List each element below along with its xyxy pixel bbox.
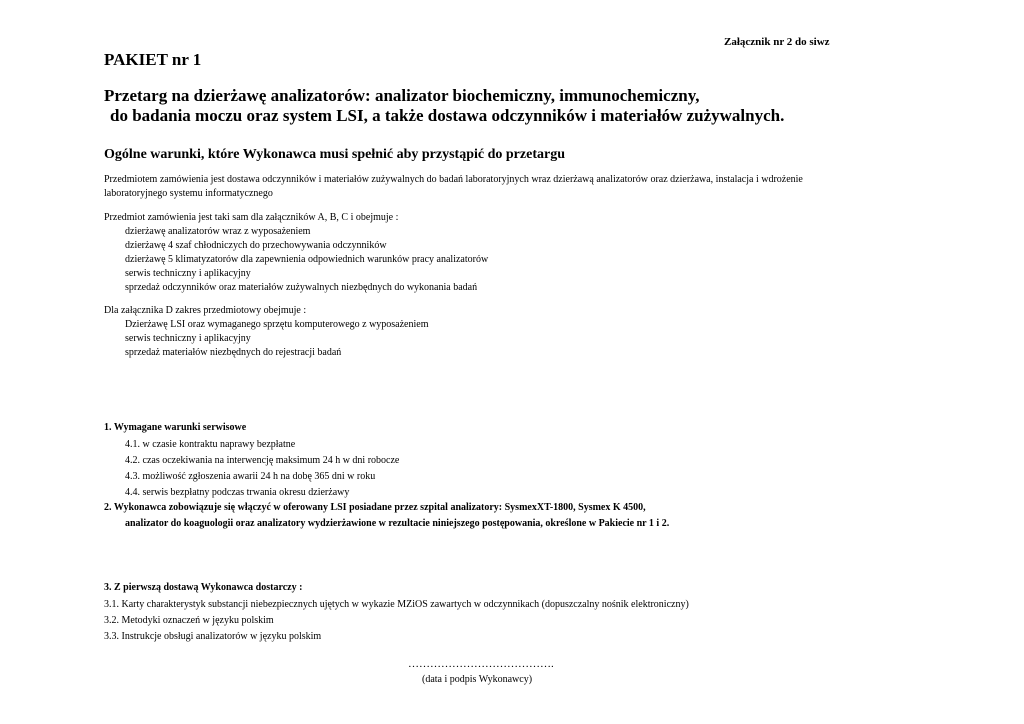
subject-line-2: laboratoryjnego systemu informatycznego — [104, 188, 273, 199]
list-item: 4.1. w czasie kontraktu naprawy bezpłatne — [125, 439, 296, 450]
service-list — [125, 437, 399, 501]
tender-title-line1: Przetarg na dzierżawę analizatorów: analizator biochemiczny, immunochemiczny, — [104, 86, 700, 105]
delivery-list — [104, 597, 689, 645]
d-scope — [104, 304, 429, 360]
list-item: dzierżawę analizatorów wraz z wyposażeniem — [125, 226, 311, 237]
d-intro: Dla załącznika D zakres przedmiotowy obejmuje : — [104, 305, 307, 316]
list-item: sprzedaż odczynników oraz materiałów zużywalnych niezbędnych do wykonania badań — [125, 282, 478, 293]
list-item: 4.2. czas oczekiwania na interwencję maksimum 24 h w dni robocze — [125, 455, 400, 466]
service-heading: 1. Wymagane warunki serwisowe — [104, 422, 247, 433]
list-item: Dzierżawę LSI oraz wymaganego sprzętu komputerowego z wyposażeniem — [125, 319, 429, 330]
list-item: serwis techniczny i aplikacyjny — [125, 268, 251, 279]
signature-caption: (data i podpis Wykonawcy) — [422, 674, 533, 685]
list-item: dzierżawę 4 szaf chłodniczych do przechowywania odczynników — [125, 240, 387, 251]
list-item: dzierżawę 5 klimatyzatorów dla zapewnienia odpowiednich warunków pracy analizatorów — [125, 254, 489, 265]
list-item: 3.1. Karty charakterystyk substancji niebezpiecznych ujętych w wykazie MZiOS zawartych w odczynnikach (dopuszczalny nośnik elektroniczny) — [104, 599, 689, 610]
annex-label: Załącznik nr 2 do siwz — [724, 36, 830, 48]
list-item: serwis techniczny i aplikacyjny — [125, 333, 251, 344]
package-title: PAKIET nr 1 — [104, 50, 202, 69]
abc-scope — [104, 211, 488, 295]
lsi-integration-line2: analizator do koaguologii oraz analizatory wydzierżawione w rezultacie niniejszego postępowania, określone w Pakiecie nr 1 i 2. — [125, 518, 670, 529]
abc-intro: Przedmiot zamówienia jest taki sam dla załączników A, B, C i obejmuje : — [104, 212, 399, 223]
lsi-integration-line1: 2. Wykonawca zobowiązuje się włączyć w oferowany LSI posiadane przez szpital analizatory: SysmexXT-1800, Sysmex K 4500, — [104, 502, 646, 513]
subject-line-1: Przedmiotem zamówienia jest dostawa odczynników i materiałów zużywalnych do badań laboratoryjnych wraz dzierżawą analizatorów oraz dzierżawa, instalacja i wdrożenie — [104, 174, 803, 185]
tender-title-line2: do badania moczu oraz system LSI, a także dostawa odczynników i materiałów zużywalnych. — [110, 106, 785, 125]
list-item: 3.2. Metodyki oznaczeń w języku polskim — [104, 615, 274, 626]
delivery-heading: 3. Z pierwszą dostawą Wykonawca dostarczy : — [104, 582, 303, 593]
subject-paragraph — [104, 173, 803, 201]
list-item: 4.3. możliwość zgłoszenia awarii 24 h na dobę 365 dni w roku — [125, 471, 376, 482]
list-item: 3.3. Instrukcje obsługi analizatorów w języku polskim — [104, 631, 322, 642]
general-conditions-heading: Ogólne warunki, które Wykonawca musi spełnić aby przystąpić do przetargu — [104, 147, 565, 162]
list-item: 4.4. serwis bezpłatny podczas trwania okresu dzierżawy — [125, 487, 350, 498]
list-item: sprzedaż materiałów niezbędnych do rejestracji badań — [125, 347, 342, 358]
signature-line: …………………………………. — [408, 658, 554, 670]
